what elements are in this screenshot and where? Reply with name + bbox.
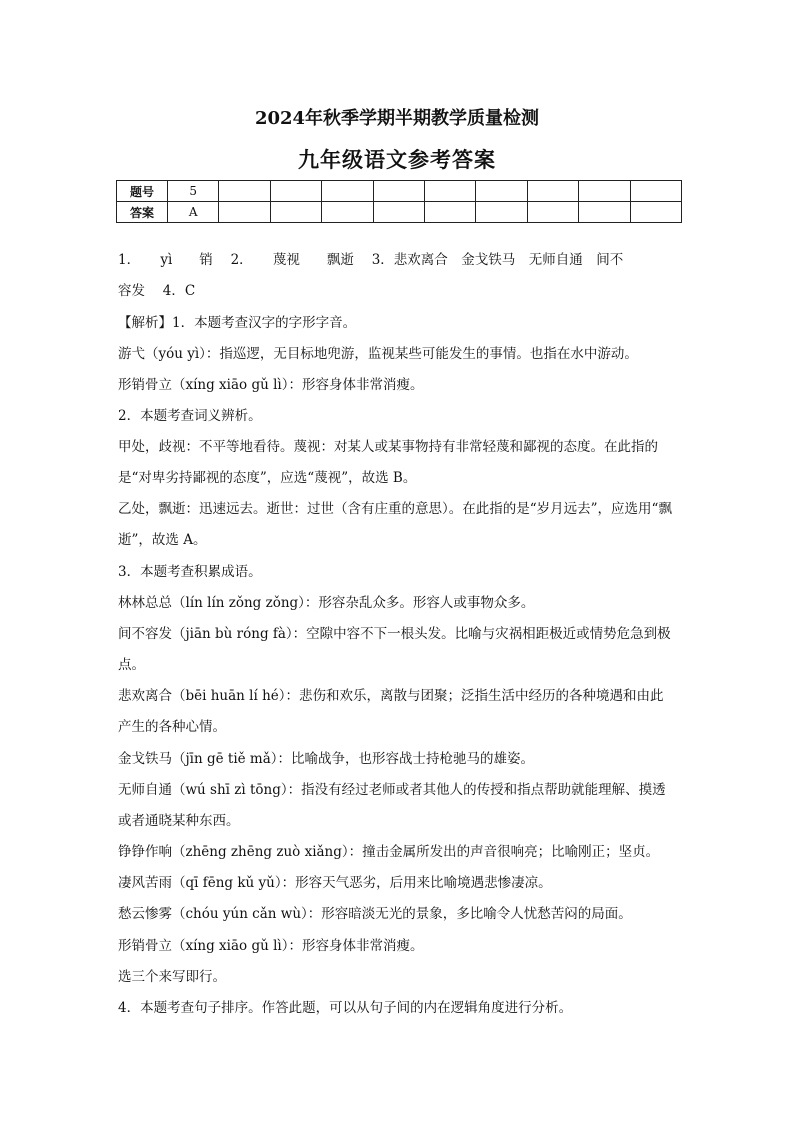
body-line: 4．本题考查句子排序。作答此题，可以从句子间的内在逻辑角度进行分析。 (118, 1000, 573, 1016)
body-line: 凄风苦雨（qī fēng kǔ yǔ）：形容天气恶劣，后用来比喻境遇悲惨凄凉。 (118, 875, 552, 891)
answer-cell (270, 202, 321, 223)
answer-table-answer-row (117, 202, 682, 223)
answer-cell (527, 202, 578, 223)
question-number-cell: 5 (168, 181, 219, 202)
body-line: 是“对卑劣持鄙视的态度”，应选“蔑视”，故选 B。 (118, 470, 417, 486)
body-line: 2．本题考查词义辨析。 (118, 408, 262, 424)
body-line: 选三个来写即行。 (118, 969, 226, 985)
body-line: 产生的各种心情。 (118, 719, 226, 735)
answer-cell (630, 202, 681, 223)
answer-table (116, 180, 682, 223)
question-number-cell (579, 181, 630, 202)
row-label-number: 题号 (117, 181, 168, 202)
body-line: 甲处，歧视：不平等地看待。蔑视：对某人或某事物持有非常轻蔑和鄙视的态度。在此指的 (118, 439, 658, 455)
body-line: 【解析】1．本题考查汉字的字形字音。 (118, 315, 357, 331)
answer-cell (476, 202, 527, 223)
question-number-cell (373, 181, 424, 202)
body-line: 悲欢离合（bēi huān lí hé）：悲伤和欢乐，离散与团聚；泛指生活中经历的各种境遇和由此 (118, 688, 664, 704)
body-line: 林林总总（lín lín zǒng zǒng）：形容杂乱众多。形容人或事物众多。 (118, 595, 535, 611)
body-line: 无师自通（wú shī zì tōng）：指没有经过老师或者其他人的传授和指点帮助就能理解、摸透 (118, 782, 666, 798)
document-subtitle: 九年级语文参考答案 (298, 147, 496, 172)
body-line: 金戈铁马（jīn gē tiě mǎ）：比喻战争，也形容战士持枪驰马的雄姿。 (118, 751, 535, 767)
question-number-cell (630, 181, 681, 202)
body-line: 乙处，飘逝：迅速远去。逝世：过世（含有庄重的意思）。在此指的是“岁月远去”，应选用“飘 (118, 501, 672, 517)
body-line: 3．本题考查积累成语。 (118, 564, 262, 580)
question-number-cell (527, 181, 578, 202)
body-line: 游弋（yóu yì）：指巡逻，无目标地兜游，监视某些可能发生的事情。也指在水中游动。 (118, 346, 638, 362)
question-number-cell (476, 181, 527, 202)
row-label-answer: 答案 (117, 202, 168, 223)
question-number-cell (219, 181, 270, 202)
body-line: 点。 (118, 657, 145, 673)
body-line: 间不容发（jiān bù róng fà）：空隙中容不下一根头发。比喻与灾祸相距极近或情势危急到极 (118, 626, 671, 642)
answer-cell (322, 202, 373, 223)
body-line: 逝”，故选 A。 (118, 532, 207, 548)
body-line: 铮铮作响（zhēng zhēng zuò xiǎng）：撞击金属所发出的声音很响亮；比喻刚正；坚贞。 (118, 844, 660, 860)
question-number-cell (424, 181, 475, 202)
question-number-cell (322, 181, 373, 202)
body-line: 形销骨立（xíng xiāo gǔ lì）：形容身体非常消瘦。 (118, 938, 424, 954)
answer-cell (424, 202, 475, 223)
answer-cell (579, 202, 630, 223)
document-title: 2024年秋季学期半期教学质量检测 (254, 108, 540, 129)
answer-cell: A (168, 202, 219, 223)
question-number-cell (270, 181, 321, 202)
body-line: 容发 4．C (118, 283, 196, 299)
body-line: 愁云惨雾（chóu yún cǎn wù）：形容暗淡无光的景象，多比喻令人忧愁苦闷的局面。 (118, 906, 632, 922)
answer-cell (219, 202, 270, 223)
body-line: 1． yì 销 2． 蔑视 飘逝 3．悲欢离合 金戈铁马 无师自通 间不 (118, 252, 624, 268)
body-line: 或者通晓某种东西。 (118, 813, 240, 829)
answer-table-number-row (117, 181, 682, 202)
answer-cell (373, 202, 424, 223)
body-line: 形销骨立（xíng xiāo gǔ lì）：形容身体非常消瘦。 (118, 377, 424, 393)
